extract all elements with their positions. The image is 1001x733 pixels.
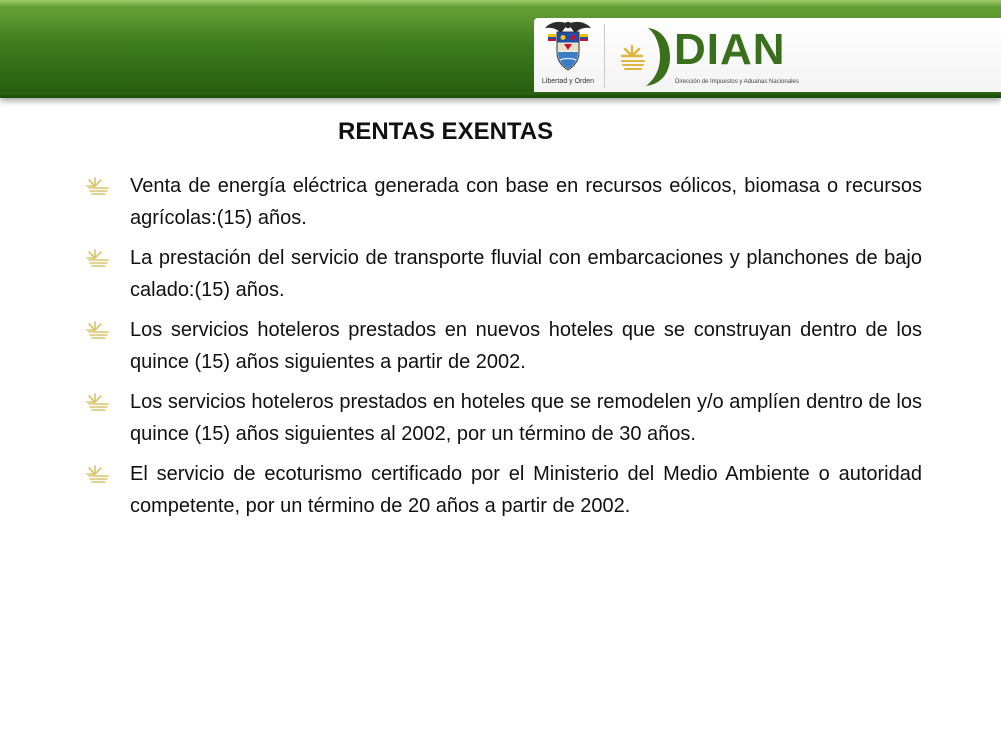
bullet-text: Los servicios hoteleros prestados en hoteles que se remodelen y/o amplíen dentro de los quince (15) años siguientes al 2002, por un término de 30 años. bbox=[130, 391, 922, 445]
slide-title: RENTAS EXENTAS bbox=[338, 118, 554, 145]
sunburst-icon bbox=[86, 176, 110, 196]
coat-of-arms bbox=[534, 18, 602, 94]
bullet-item bbox=[86, 386, 922, 450]
bullet-item bbox=[86, 458, 922, 522]
bullet-text: La prestación del servicio de transporte fluvial con embarcaciones y planchones de bajo calado:(15) años. bbox=[130, 247, 922, 301]
dian-sunburst-icon bbox=[618, 26, 670, 88]
sunburst-icon bbox=[86, 248, 110, 268]
logo-panel bbox=[534, 18, 1001, 94]
header-band bbox=[0, 0, 1001, 98]
coat-of-arms-icon bbox=[542, 18, 594, 78]
coat-caption: Libertad y Orden bbox=[541, 78, 595, 85]
sunburst-icon bbox=[86, 464, 110, 484]
sunburst-icon bbox=[86, 320, 110, 340]
dian-logo-subtitle: Dirección de Impuestos y Aduanas Nacionales bbox=[675, 79, 799, 85]
bullet-list bbox=[86, 170, 922, 530]
dian-logo-text: DIAN bbox=[674, 25, 786, 74]
bullet-text: Los servicios hoteleros prestados en nuevos hoteles que se construyan dentro de los quince (15) años siguientes a partir de 2002. bbox=[130, 319, 922, 373]
bullet-text: Venta de energía eléctrica generada con base en recursos eólicos, biomasa o recursos agrícolas:(15) años. bbox=[130, 175, 922, 229]
bullet-item bbox=[86, 314, 922, 378]
bullet-text: El servicio de ecoturismo certificado por el Ministerio del Medio Ambiente o autoridad competente, por un término de 20 años a partir de 2002. bbox=[130, 463, 922, 517]
bullet-item bbox=[86, 170, 922, 234]
panel-divider bbox=[604, 24, 605, 88]
sunburst-icon bbox=[86, 392, 110, 412]
bullet-item bbox=[86, 242, 922, 306]
